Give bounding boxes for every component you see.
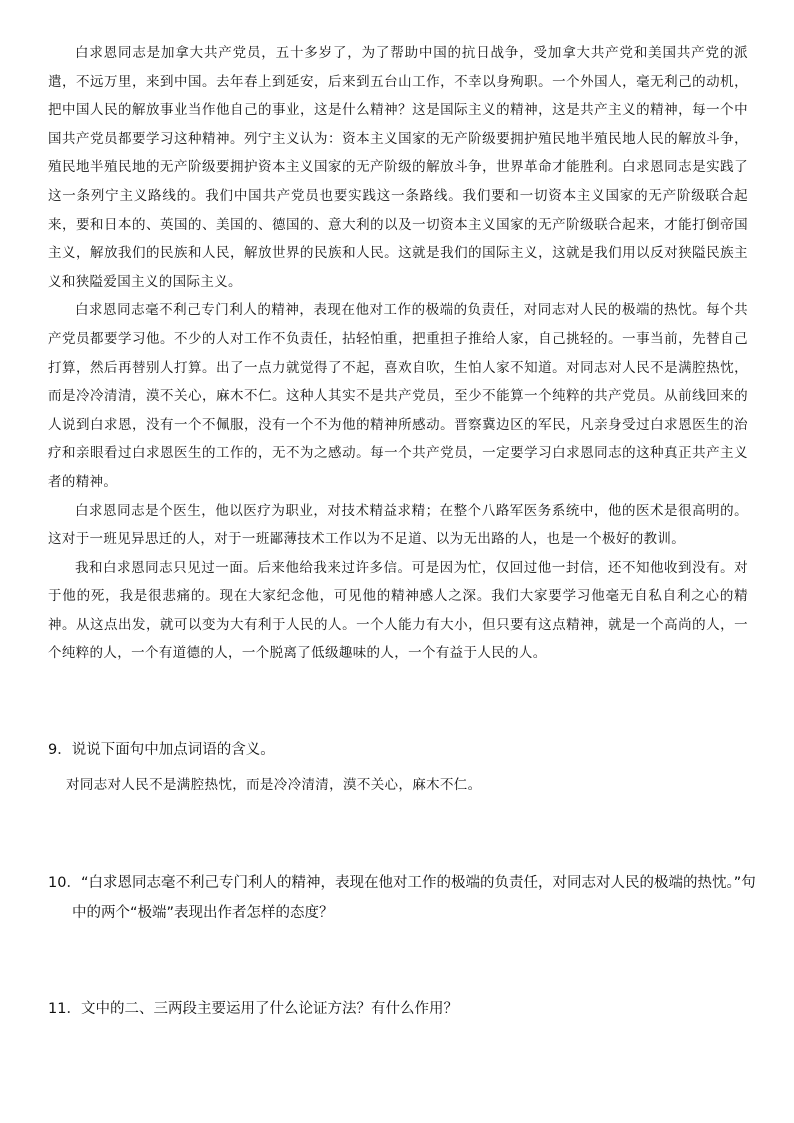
passage-paragraph-2: 白求恩同志毫不利己专门利人的精神，表现在他对工作的极端的负责任，对同志对人民的极端的热忱。每个共产党员都要学习他。不少的人对工作不负责任，拈轻怕重，把重担子推给人家，自己挑轻的。一事当前，先替自己打算，然后再替别人打算。出了一点力就觉得了不起，喜欢自吹，生怕人家不知道。对同志对人民不是满腔热忱，而是冷冷清清，漠不关心，麻木不仁。这种人其实不是共产党员，至少不能算一个纯粹的共产党员。从前线回来的人说到白求恩，没有一个不佩服，没有一个不为他的精神所感动。晋察冀边区的军民，凡亲身受过白求恩医生的治疗和亲眼看过白求恩医生的工作的，无不为之感动。每一个共产党员，一定要学习白求恩同志的这种真正共产主义者的精神。 — [48, 302, 748, 490]
question-9: 9．说说下面句中加点词语的含义。 — [48, 742, 275, 758]
passage-paragraph-3: 白求恩同志是个医生，他以医疗为职业，对技术精益求精；在整个八路军医务系统中，他的医术是很高明的。这对于一班见异思迁的人，对于一班鄙薄技术工作以为不足道、以为无出路的人，也是一个极好的教训。 — [48, 502, 748, 548]
question-9-quoted-sentence: 对同志对人民不是满腔热忱，而是冷冷清清，漠不关心，麻木不仁。 — [66, 777, 482, 793]
passage-paragraph-4: 我和白求恩同志只见过一面。后来他给我来过许多信。可是因为忙，仅回过他一封信，还不知他收到没有。对于他的死，我是很悲痛的。现在大家纪念他，可见他的精神感人之深。我们大家要学习他毫无自私自利之心的精神。从这点出发，就可以变为大有利于人民的人。一个人能力有大小，但只要有这点精神，就是一个高尚的人，一个纯粹的人，一个有道德的人，一个脱离了低级趣味的人，一个有益于人民的人。 — [48, 559, 748, 662]
question-10-line-1: 10．“白求恩同志毫不利己专门利人的精神，表现在他对工作的极端的负责任，对同志对人民的极端的热忱。”句 — [48, 875, 756, 891]
question-10 — [48, 868, 758, 928]
question-11: 11．文中的二、三两段主要运用了什么论证方法？有什么作用？ — [48, 1001, 458, 1017]
passage-paragraph-1: 白求恩同志是加拿大共产党员，五十多岁了，为了帮助中国的抗日战争，受加拿大共产党和美国共产党的派遣，不远万里，来到中国。去年春上到延安，后来到五台山工作，不幸以身殉职。一个外国人，毫无利己的动机，把中国人民的解放事业当作他自己的事业，这是什么精神？这是国际主义的精神，这是共产主义的精神，每一个中国共产党员都要学习这种精神。列宁主义认为：资本主义国家的无产阶级要拥护殖民地半殖民地人民的解放斗争，殖民地半殖民地的无产阶级要拥护资本主义国家的无产阶级的解放斗争，世界革命才能胜利。白求恩同志是实践了这一条列宁主义路线的。我们中国共产党员也要实践这一条路线。我们要和一切资本主义国家的无产阶级联合起来，要和日本的、英国的、美国的、德国的、意大利的以及一切资本主义国家的无产阶级联合起来，才能打倒帝国主义，解放我们的民族和人民，解放世界的民族和人民。这就是我们的国际主义，这就是我们用以反对狭隘民族主义和狭隘爱国主义的国际主义。 — [48, 45, 748, 290]
question-10-line-2: 中的两个“极端”表现出作者怎样的态度？ — [72, 905, 334, 921]
reading-passage — [48, 39, 748, 668]
